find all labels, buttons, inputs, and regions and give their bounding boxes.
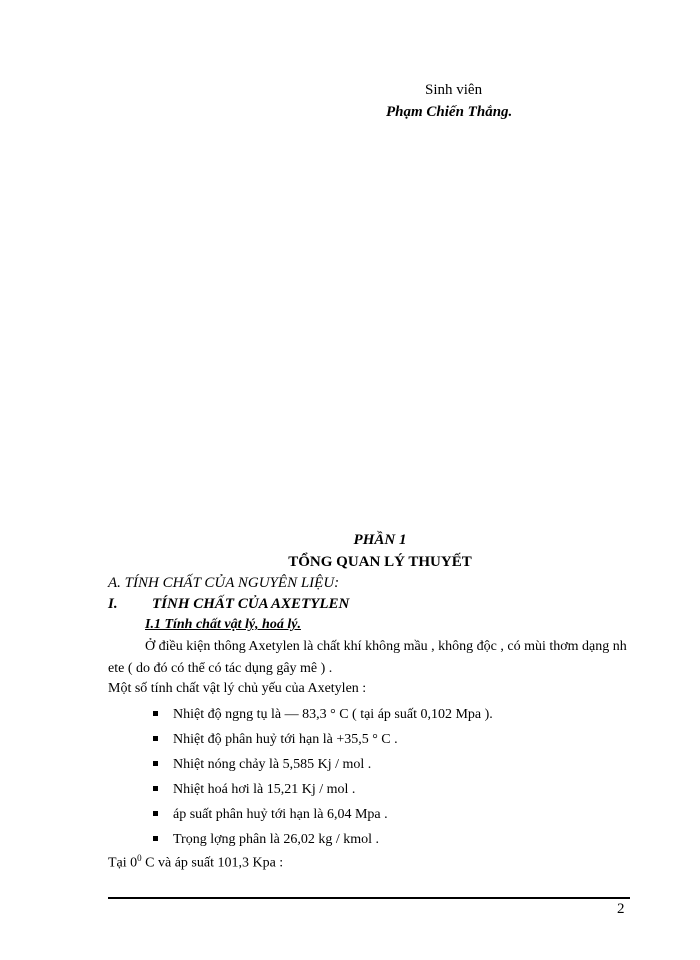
list-item (153, 752, 493, 777)
condition-line (108, 853, 283, 872)
list-item-text: Nhiệt hoá hơi là 15,21 Kj / mol . (173, 782, 356, 797)
list-item (153, 727, 493, 752)
condition-superscript: 0 (137, 853, 142, 863)
bullet-square-icon (153, 811, 158, 816)
signature-name: Phạm Chiến Thắng. (386, 104, 513, 120)
properties-intro: Một số tính chất vật lý chủ yếu của Axetylen : (108, 681, 367, 696)
subsection-heading: I.1 Tính chất vật lý, hoá lý. (145, 617, 301, 632)
condition-suffix: C và áp suất 101,3 Kpa : (141, 855, 284, 871)
footer-rule (108, 897, 630, 899)
part-heading: PHẦN 1 (353, 532, 407, 548)
bullet-square-icon (153, 711, 158, 716)
page-number: 2 (617, 901, 625, 917)
list-item-text: Nhiệt độ ngng tụ là — 83,3 ° C ( tại áp suất 0,102 Mpa ). (173, 707, 493, 722)
body-paragraph (108, 636, 633, 680)
list-item-text: Nhiệt nóng chảy là 5,585 Kj / mol . (173, 757, 372, 772)
list-item (153, 702, 493, 727)
list-item-text: áp suất phân huỷ tới hạn là 6,04 Mpa . (173, 807, 388, 822)
section-i-title: TÍNH CHẤT CỦA AXETYLEN (152, 596, 350, 612)
list-item-text: Trọng lợng phân là 26,02 kg / kmol . (173, 832, 380, 847)
bullet-square-icon (153, 761, 158, 766)
bullet-square-icon (153, 786, 158, 791)
section-a-heading: A. TÍNH CHẤT CỦA NGUYÊN LIỆU: (108, 575, 340, 591)
signature-role: Sinh viên (425, 82, 483, 98)
list-item (153, 802, 493, 827)
list-item-text: Nhiệt độ phân huỷ tới hạn là +35,5 ° C . (173, 732, 398, 747)
properties-list (153, 702, 493, 852)
bullet-square-icon (153, 736, 158, 741)
part-title: TỔNG QUAN LÝ THUYẾT (288, 554, 472, 570)
paragraph-text: Ở điều kiện thông Axetylen là chất khí không mầu , không độc , có mùi thơm dạng nh ete ( do đó có thể có tác dụng gây mê ) . (108, 639, 627, 676)
list-item (153, 827, 493, 852)
list-item (153, 777, 493, 802)
condition-prefix: Tại 0 (108, 855, 138, 871)
bullet-square-icon (153, 836, 158, 841)
section-i-number: I. (108, 596, 118, 612)
